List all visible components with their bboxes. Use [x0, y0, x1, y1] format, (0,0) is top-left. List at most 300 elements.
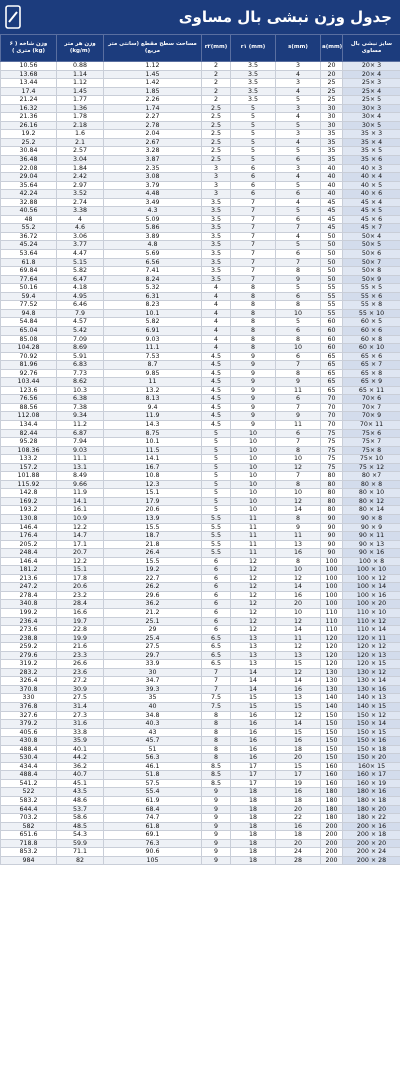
cell-section-area: 61.8	[104, 822, 202, 831]
cell-size: 45 × 4	[343, 198, 400, 207]
cell-branch-weight: 176.4	[1, 532, 57, 541]
cell-size: 55 × 5	[343, 284, 400, 293]
cell-a: 110	[321, 617, 343, 626]
cell-s: 5	[276, 147, 321, 156]
cell-weight-per-meter: 11.1	[57, 455, 104, 464]
cell-r1: 9	[231, 352, 276, 361]
cell-weight-per-meter: 20.6	[57, 583, 104, 592]
cell-r2: 4.5	[202, 412, 231, 421]
table-row	[1, 198, 400, 207]
cell-r2: 2.5	[202, 130, 231, 139]
cell-section-area: 22.7	[104, 574, 202, 583]
cell-r2: 9	[202, 831, 231, 840]
cell-weight-per-meter: 7.38	[57, 403, 104, 412]
cell-s: 10	[276, 344, 321, 353]
cell-r1: 18	[231, 788, 276, 797]
cell-r2: 4	[202, 318, 231, 327]
cell-r1: 7	[231, 224, 276, 233]
cell-branch-weight: 248.4	[1, 549, 57, 558]
cell-section-area: 5.82	[104, 318, 202, 327]
cell-s: 4	[276, 87, 321, 96]
cell-branch-weight: 22.08	[1, 164, 57, 173]
cell-r2: 7.5	[202, 703, 231, 712]
cell-r1: 5	[231, 147, 276, 156]
cell-branch-weight: 115.92	[1, 480, 57, 489]
header-size: سایز نبشی بال مساوی	[343, 35, 400, 62]
table-row	[1, 301, 400, 310]
cell-r2: 4	[202, 344, 231, 353]
cell-r1: 18	[231, 822, 276, 831]
cell-r2: 9	[202, 797, 231, 806]
cell-s: 10	[276, 609, 321, 618]
cell-size: 150 × 12	[343, 711, 400, 720]
cell-branch-weight: 36.72	[1, 232, 57, 241]
cell-r1: 17	[231, 762, 276, 771]
cell-a: 75	[321, 463, 343, 472]
cell-r1: 9	[231, 386, 276, 395]
cell-s: 8	[276, 557, 321, 566]
cell-branch-weight: 273.6	[1, 626, 57, 635]
cell-r2: 2	[202, 87, 231, 96]
cell-r1: 8	[231, 301, 276, 310]
cell-branch-weight: 26.16	[1, 121, 57, 130]
table-row	[1, 232, 400, 241]
cell-branch-weight: 236.4	[1, 617, 57, 626]
cell-section-area: 16.7	[104, 463, 202, 472]
cell-weight-per-meter: 2.1	[57, 138, 104, 147]
cell-a: 90	[321, 540, 343, 549]
cell-a: 25	[321, 96, 343, 105]
cell-branch-weight: 10.56	[1, 62, 57, 71]
header-branch-weight: وزن شاخه ( ۶ متری ) (kg)	[1, 35, 57, 62]
table-row	[1, 190, 400, 199]
cell-a: 50	[321, 275, 343, 284]
cell-a: 55	[321, 309, 343, 318]
cell-s: 7	[276, 224, 321, 233]
cell-r2: 4	[202, 284, 231, 293]
page-title: جدول وزن نبشی بال مساوی	[178, 8, 392, 26]
cell-section-area: 39.3	[104, 685, 202, 694]
cell-a: 180	[321, 797, 343, 806]
cell-r1: 13	[231, 634, 276, 643]
cell-branch-weight: 405.6	[1, 728, 57, 737]
cell-section-area: 2.35	[104, 164, 202, 173]
cell-r2: 5	[202, 429, 231, 438]
cell-size: 100 × 16	[343, 591, 400, 600]
cell-a: 45	[321, 224, 343, 233]
cell-a: 100	[321, 557, 343, 566]
cell-branch-weight: 541.2	[1, 779, 57, 788]
cell-r2: 5.5	[202, 523, 231, 532]
cell-weight-per-meter: 9.03	[57, 446, 104, 455]
cell-a: 40	[321, 164, 343, 173]
cell-size: 55 × 10	[343, 309, 400, 318]
cell-s: 8	[276, 446, 321, 455]
cell-weight-per-meter: 1.14	[57, 70, 104, 79]
cell-r2: 9	[202, 805, 231, 814]
cell-r1: 10	[231, 489, 276, 498]
cell-branch-weight: 81.96	[1, 361, 57, 370]
cell-section-area: 34.7	[104, 677, 202, 686]
table-row	[1, 489, 400, 498]
cell-weight-per-meter: 3.06	[57, 232, 104, 241]
table-row	[1, 70, 400, 79]
cell-branch-weight: 19.2	[1, 130, 57, 139]
cell-section-area: 12.3	[104, 480, 202, 489]
cell-s: 4	[276, 70, 321, 79]
cell-branch-weight: 101.88	[1, 472, 57, 481]
cell-a: 80	[321, 506, 343, 515]
cell-weight-per-meter: 40.1	[57, 745, 104, 754]
cell-a: 120	[321, 634, 343, 643]
cell-r2: 2.5	[202, 104, 231, 113]
cell-size: 35 × 3	[343, 130, 400, 139]
cell-branch-weight: 48	[1, 215, 57, 224]
table-row	[1, 224, 400, 233]
cell-weight-per-meter: 6.83	[57, 361, 104, 370]
cell-r2: 3	[202, 181, 231, 190]
cell-a: 30	[321, 113, 343, 122]
cell-r2: 3.5	[202, 215, 231, 224]
cell-size: 55 × 8	[343, 301, 400, 310]
cell-size: 40 × 6	[343, 190, 400, 199]
cell-branch-weight: 430.8	[1, 737, 57, 746]
cell-section-area: 5.69	[104, 250, 202, 259]
cell-weight-per-meter: 36.2	[57, 762, 104, 771]
cell-r1: 13	[231, 643, 276, 652]
cell-s: 5	[276, 318, 321, 327]
cell-a: 45	[321, 215, 343, 224]
cell-section-area: 13.9	[104, 514, 202, 523]
cell-s: 12	[276, 463, 321, 472]
cell-r2: 6.5	[202, 660, 231, 669]
cell-size: 40 × 3	[343, 164, 400, 173]
cell-r1: 6	[231, 190, 276, 199]
cell-a: 150	[321, 728, 343, 737]
cell-s: 16	[276, 788, 321, 797]
cell-a: 20	[321, 62, 343, 71]
cell-branch-weight: 279.6	[1, 651, 57, 660]
cell-size: 25× 3	[343, 79, 400, 88]
cell-weight-per-meter: 71.1	[57, 848, 104, 857]
cell-section-area: 15.5	[104, 557, 202, 566]
cell-s: 5	[276, 284, 321, 293]
cell-r1: 5	[231, 156, 276, 165]
cell-s: 8	[276, 335, 321, 344]
cell-section-area: 61.9	[104, 797, 202, 806]
cell-s: 12	[276, 497, 321, 506]
cell-section-area: 3.49	[104, 198, 202, 207]
cell-weight-per-meter: 12.2	[57, 523, 104, 532]
cell-r2: 6	[202, 626, 231, 635]
cell-weight-per-meter: 1.36	[57, 104, 104, 113]
cell-r1: 7	[231, 198, 276, 207]
cell-r1: 3.5	[231, 87, 276, 96]
cell-r1: 9	[231, 361, 276, 370]
cell-branch-weight: 319.2	[1, 660, 57, 669]
cell-branch-weight: 530.4	[1, 754, 57, 763]
cell-weight-per-meter: 27.3	[57, 711, 104, 720]
cell-r1: 10	[231, 472, 276, 481]
cell-weight-per-meter: 14.1	[57, 497, 104, 506]
cell-r1: 7	[231, 215, 276, 224]
header-a: a(mm)	[321, 35, 343, 62]
cell-a: 160	[321, 779, 343, 788]
cell-s: 14	[276, 677, 321, 686]
cell-a: 180	[321, 788, 343, 797]
table-row	[1, 480, 400, 489]
cell-weight-per-meter: 13.1	[57, 463, 104, 472]
cell-r1: 11	[231, 540, 276, 549]
cell-section-area: 51	[104, 745, 202, 754]
cell-a: 100	[321, 600, 343, 609]
table-row	[1, 694, 400, 703]
cell-weight-per-meter: 2.18	[57, 121, 104, 130]
cell-section-area: 10.1	[104, 438, 202, 447]
cell-s: 16	[276, 737, 321, 746]
cell-weight-per-meter: 19.7	[57, 617, 104, 626]
cell-r2: 5	[202, 480, 231, 489]
cell-r2: 3.5	[202, 258, 231, 267]
table-row	[1, 403, 400, 412]
cell-branch-weight: 123.6	[1, 386, 57, 395]
table-row	[1, 609, 400, 618]
cell-r1: 12	[231, 574, 276, 583]
cell-s: 16	[276, 549, 321, 558]
logo-icon	[4, 4, 22, 30]
cell-s: 20	[276, 754, 321, 763]
table-row	[1, 643, 400, 652]
cell-weight-per-meter: 7.73	[57, 369, 104, 378]
cell-size: 30× 5	[343, 121, 400, 130]
cell-branch-weight: 77.64	[1, 275, 57, 284]
cell-weight-per-meter: 15.1	[57, 566, 104, 575]
cell-r1: 12	[231, 626, 276, 635]
cell-weight-per-meter: 3.52	[57, 190, 104, 199]
cell-branch-weight: 103.44	[1, 378, 57, 387]
cell-section-area: 5.09	[104, 215, 202, 224]
cell-a: 110	[321, 609, 343, 618]
cell-branch-weight: 133.2	[1, 455, 57, 464]
cell-branch-weight: 104.28	[1, 344, 57, 353]
cell-weight-per-meter: 35.9	[57, 737, 104, 746]
table-row	[1, 745, 400, 754]
cell-weight-per-meter: 1.45	[57, 87, 104, 96]
cell-branch-weight: 583.2	[1, 797, 57, 806]
cell-r1: 7	[231, 275, 276, 284]
cell-s: 10	[276, 309, 321, 318]
cell-weight-per-meter: 3.77	[57, 241, 104, 250]
table-row	[1, 822, 400, 831]
cell-branch-weight: 146.4	[1, 523, 57, 532]
cell-section-area: 11.1	[104, 344, 202, 353]
cell-r2: 3	[202, 190, 231, 199]
table-row	[1, 361, 400, 370]
cell-a: 150	[321, 745, 343, 754]
cell-weight-per-meter: 5.15	[57, 258, 104, 267]
cell-size: 75× 7	[343, 438, 400, 447]
cell-section-area: 19.2	[104, 566, 202, 575]
cell-r2: 8.5	[202, 779, 231, 788]
cell-section-area: 40.3	[104, 720, 202, 729]
cell-branch-weight: 50.16	[1, 284, 57, 293]
cell-a: 200	[321, 848, 343, 857]
table-row	[1, 429, 400, 438]
table-row	[1, 181, 400, 190]
table-row	[1, 831, 400, 840]
cell-s: 20	[276, 805, 321, 814]
cell-branch-weight: 379.2	[1, 720, 57, 729]
cell-r1: 16	[231, 737, 276, 746]
cell-branch-weight: 193.2	[1, 506, 57, 515]
cell-r1: 12	[231, 557, 276, 566]
cell-r2: 3.5	[202, 241, 231, 250]
cell-branch-weight: 92.76	[1, 369, 57, 378]
cell-weight-per-meter: 5.82	[57, 267, 104, 276]
cell-branch-weight: 88.56	[1, 403, 57, 412]
cell-a: 150	[321, 737, 343, 746]
cell-branch-weight: 181.2	[1, 566, 57, 575]
cell-s: 6	[276, 292, 321, 301]
table-row	[1, 617, 400, 626]
table-row	[1, 711, 400, 720]
cell-r1: 18	[231, 797, 276, 806]
cell-weight-per-meter: 53.7	[57, 805, 104, 814]
cell-section-area: 46.1	[104, 762, 202, 771]
cell-branch-weight: 376.8	[1, 703, 57, 712]
cell-r2: 4.5	[202, 395, 231, 404]
cell-s: 11	[276, 634, 321, 643]
cell-weight-per-meter: 4.95	[57, 292, 104, 301]
cell-section-area: 3.28	[104, 147, 202, 156]
cell-weight-per-meter: 22.8	[57, 626, 104, 635]
cell-a: 35	[321, 147, 343, 156]
cell-a: 35	[321, 130, 343, 139]
cell-section-area: 21.2	[104, 609, 202, 618]
cell-size: 65 × 6	[343, 352, 400, 361]
cell-r2: 5	[202, 446, 231, 455]
cell-s: 14	[276, 626, 321, 635]
cell-a: 80	[321, 480, 343, 489]
cell-a: 20	[321, 70, 343, 79]
cell-weight-per-meter: 4.6	[57, 224, 104, 233]
cell-section-area: 56.3	[104, 754, 202, 763]
cell-r2: 4.5	[202, 386, 231, 395]
cell-r1: 10	[231, 480, 276, 489]
cell-size: 65 × 7	[343, 361, 400, 370]
cell-s: 12	[276, 668, 321, 677]
cell-r2: 6	[202, 557, 231, 566]
cell-section-area: 1.45	[104, 70, 202, 79]
cell-branch-weight: 42.24	[1, 190, 57, 199]
cell-branch-weight: 703.2	[1, 814, 57, 823]
cell-r1: 9	[231, 403, 276, 412]
cell-size: 150 × 20	[343, 754, 400, 763]
cell-a: 35	[321, 156, 343, 165]
cell-a: 200	[321, 822, 343, 831]
table-row	[1, 506, 400, 515]
cell-a: 150	[321, 754, 343, 763]
cell-weight-per-meter: 27.5	[57, 694, 104, 703]
cell-weight-per-meter: 6.38	[57, 395, 104, 404]
table-row	[1, 463, 400, 472]
table-row	[1, 121, 400, 130]
cell-s: 9	[276, 523, 321, 532]
table-row	[1, 514, 400, 523]
cell-s: 28	[276, 856, 321, 865]
cell-a: 130	[321, 677, 343, 686]
cell-branch-weight: 205.2	[1, 540, 57, 549]
cell-branch-weight: 65.04	[1, 326, 57, 335]
cell-r1: 9	[231, 420, 276, 429]
cell-a: 160	[321, 762, 343, 771]
table-row	[1, 215, 400, 224]
cell-r2: 6	[202, 591, 231, 600]
cell-s: 9	[276, 275, 321, 284]
cell-r1: 9	[231, 395, 276, 404]
cell-a: 100	[321, 583, 343, 592]
cell-a: 160	[321, 771, 343, 780]
cell-r2: 9	[202, 822, 231, 831]
cell-s: 24	[276, 848, 321, 857]
cell-weight-per-meter: 2.42	[57, 173, 104, 182]
cell-s: 14	[276, 506, 321, 515]
cell-section-area: 2.27	[104, 113, 202, 122]
cell-weight-per-meter: 1.12	[57, 79, 104, 88]
cell-r2: 3.5	[202, 232, 231, 241]
cell-r1: 12	[231, 583, 276, 592]
cell-size: 80 × 14	[343, 506, 400, 515]
cell-branch-weight: 69.84	[1, 267, 57, 276]
cell-section-area: 1.74	[104, 104, 202, 113]
cell-a: 120	[321, 660, 343, 669]
cell-a: 70	[321, 395, 343, 404]
cell-r1: 18	[231, 814, 276, 823]
cell-branch-weight: 157.2	[1, 463, 57, 472]
cell-weight-per-meter: 8.62	[57, 378, 104, 387]
cell-a: 75	[321, 438, 343, 447]
cell-a: 60	[321, 326, 343, 335]
cell-s: 11	[276, 386, 321, 395]
cell-section-area: 7.41	[104, 267, 202, 276]
cell-s: 15	[276, 703, 321, 712]
cell-weight-per-meter: 4.47	[57, 250, 104, 259]
cell-size: 50× 9	[343, 275, 400, 284]
table-row	[1, 395, 400, 404]
cell-r2: 6	[202, 583, 231, 592]
cell-a: 180	[321, 814, 343, 823]
cell-branch-weight: 40.56	[1, 207, 57, 216]
cell-section-area: 45.7	[104, 737, 202, 746]
cell-size: 110 × 12	[343, 617, 400, 626]
cell-a: 25	[321, 79, 343, 88]
cell-branch-weight: 25.2	[1, 138, 57, 147]
table-row	[1, 104, 400, 113]
cell-r1: 6	[231, 181, 276, 190]
cell-r2: 3	[202, 164, 231, 173]
cell-branch-weight: 45.24	[1, 241, 57, 250]
cell-size: 20× 3	[343, 62, 400, 71]
table-row	[1, 87, 400, 96]
cell-size: 80 × 10	[343, 489, 400, 498]
cell-r1: 7	[231, 258, 276, 267]
cell-s: 12	[276, 711, 321, 720]
cell-branch-weight: 130.8	[1, 514, 57, 523]
cell-weight-per-meter: 1.78	[57, 113, 104, 122]
cell-section-area: 69.1	[104, 831, 202, 840]
table-row	[1, 848, 400, 857]
cell-branch-weight: 213.6	[1, 574, 57, 583]
